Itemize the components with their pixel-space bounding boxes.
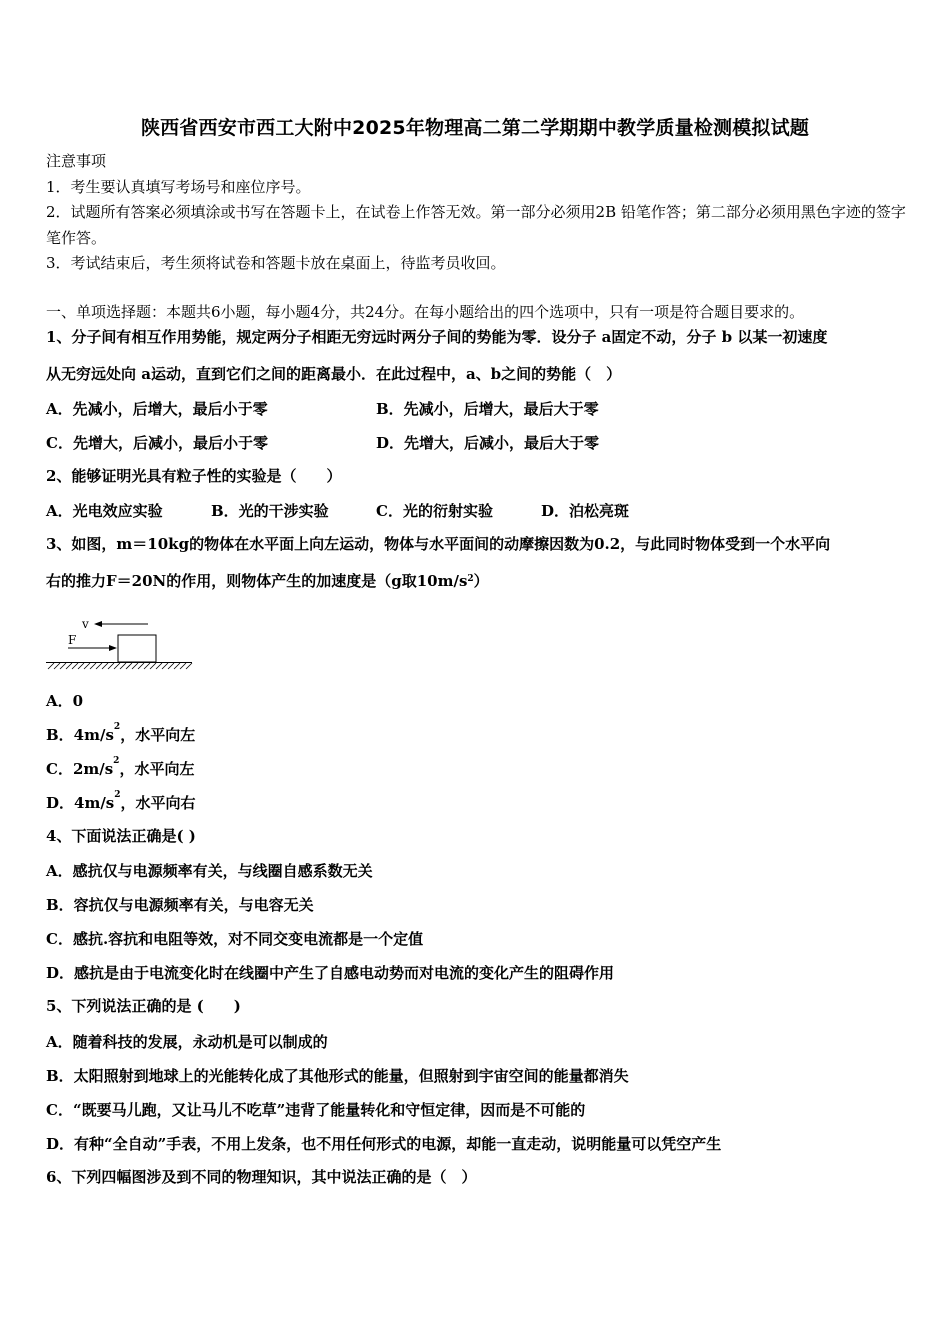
q4-option-c: C．感抗.容抗和电阻等效，对不同交变电流都是一个定值: [46, 930, 424, 948]
velocity-arrowhead-icon: [94, 621, 102, 627]
force-label: F: [68, 633, 77, 647]
ground-hatch-icon: [48, 663, 192, 669]
notice-heading: 注意事项: [46, 152, 107, 170]
q4-option-d: D．感抗是由于电流变化时在线圈中产生了自感电动势而对电流的变化产生的阻碍作用: [46, 964, 615, 982]
q3-option-c-post: ，水平向左: [119, 760, 195, 778]
q3-option-b-pre: B．4m/s: [46, 726, 114, 744]
q2-option-c: C．光的衍射实验: [376, 502, 493, 520]
q1-option-b: B．先减小，后增大，最后大于零: [376, 400, 599, 418]
notice-item-1: 1．考生要认真填写考场号和座位序号。: [46, 178, 311, 196]
force-arrowhead-icon: [109, 645, 117, 651]
q2-option-d: D．泊松亮斑: [541, 502, 630, 520]
q1-option-a: A．先减小，后增大，最后小于零: [46, 400, 268, 418]
q3-option-c-sup: 2: [113, 756, 120, 766]
q6-stem: 6、下列四幅图涉及到不同的物理知识，其中说法正确的是（ ）: [46, 1168, 477, 1186]
q3-option-b: [46, 724, 195, 745]
q1-stem-line2: 从无穷远处向 a运动，直到它们之间的距离最小．在此过程中，a、b之间的势能（ ）: [46, 365, 622, 383]
q3-option-d-sup: 2: [114, 790, 121, 800]
section-heading: 一、单项选择题：本题共6小题，每小题4分，共24分。在每小题给出的四个选项中，只有一项是符合题目要求的。: [46, 303, 805, 321]
velocity-label: v: [82, 617, 89, 631]
q5-option-d: D．有种“全自动”手表，不用上发条，也不用任何形式的电源，却能一直走动，说明能量可以凭空产生: [46, 1135, 722, 1153]
q5-option-c: C．“既要马儿跑，又让马儿不吃草”违背了能量转化和守恒定律，因而是不可能的: [46, 1101, 586, 1119]
q4-option-a: A．感抗仅与电源频率有关，与线圈自感系数无关: [46, 862, 373, 880]
q3-stem-line2: [46, 571, 489, 591]
block-icon: [118, 635, 156, 662]
q3-stem-line1: 3、如图，m＝10kg的物体在水平面上向左运动，物体与水平面间的动摩擦因数为0.2，与此同时物体受到一个水平向: [46, 535, 831, 553]
q5-option-b: B．太阳照射到地球上的光能转化成了其他形式的能量，但照射到宇宙空间的能量都消失: [46, 1067, 629, 1085]
q4-stem: 4、下面说法正确是( ): [46, 827, 196, 845]
page-title: 陕西省西安市西工大附中2025年物理高二第二学期期中教学质量检测模拟试题: [140, 117, 810, 139]
q2-stem: 2、能够证明光具有粒子性的实验是（ ）: [46, 467, 342, 485]
q1-option-c: C．先增大，后减小，最后小于零: [46, 434, 268, 452]
q3-stem-sup: 2: [467, 574, 474, 584]
notice-item-3: 3．考试结束后，考生须将试卷和答题卡放在桌面上，待监考员收回。: [46, 254, 506, 272]
q5-option-a: A．随着科技的发展，永动机是可以制成的: [46, 1033, 328, 1051]
q2-option-b: B．光的干涉实验: [211, 502, 329, 520]
q3-block-figure: [44, 614, 194, 674]
notice-item-2: 2．试题所有答案必须填涂或书写在答题卡上，在试卷上作答无效。第一部分必须用2B 铅笔作答；第二部分必须用黑色字迹的签字笔作答。: [46, 203, 906, 247]
q3-option-b-post: ，水平向左: [120, 726, 196, 744]
q1-option-d: D．先增大，后减小，最后大于零: [376, 434, 600, 452]
q3-option-c: [46, 758, 194, 779]
q3-stem-line2-pre: 右的推力F＝20N的作用，则物体产生的加速度是（g取10m/s: [46, 572, 468, 590]
q4-option-b: B．容抗仅与电源频率有关，与电容无关: [46, 896, 314, 914]
q3-option-b-sup: 2: [113, 722, 121, 732]
q3-option-d-post: ，水平向右: [120, 794, 196, 812]
q3-option-a: A．0: [46, 692, 84, 710]
q3-stem-line2-post: ）: [473, 572, 489, 590]
q1-stem-line1: 1、分子间有相互作用势能，规定两分子相距无穷远时两分子间的势能为零．设分子 a固定不动，分子 b 以某一初速度: [46, 328, 828, 346]
q3-option-d: [46, 792, 196, 813]
q3-option-d-pre: D．4m/s: [46, 794, 115, 812]
q5-stem: 5、下列说法正确的是 ( ): [46, 997, 241, 1015]
q3-option-c-pre: C．2m/s: [46, 760, 114, 778]
q2-option-a: A．光电效应实验: [46, 502, 163, 520]
